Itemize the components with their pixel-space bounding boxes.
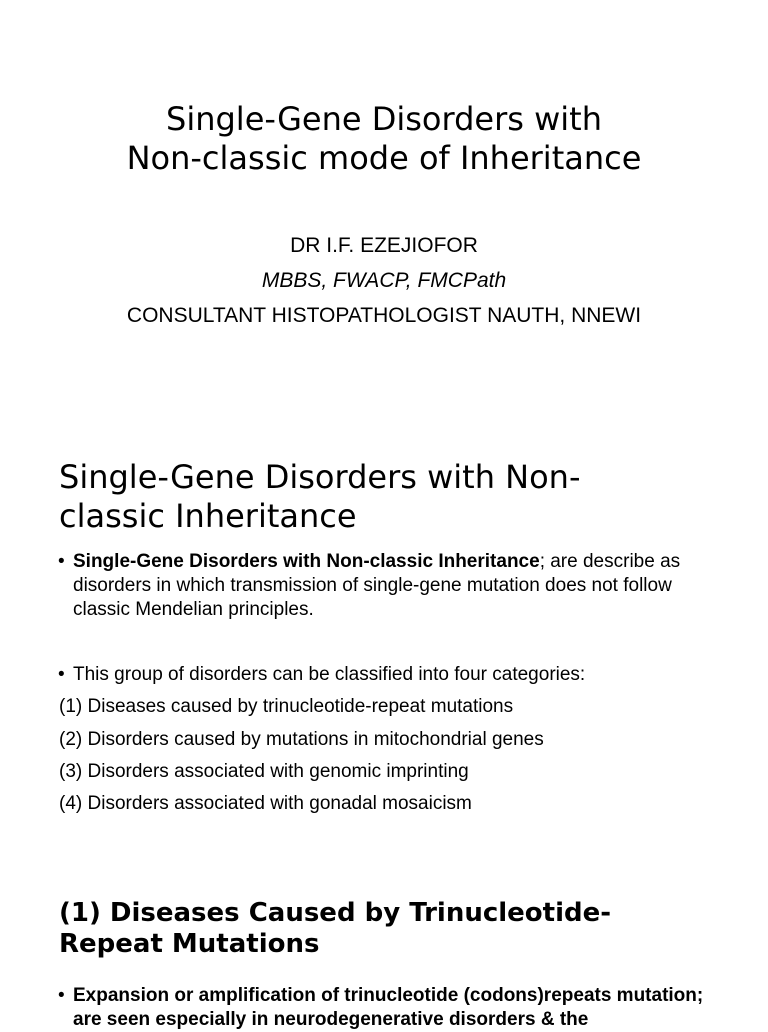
slide3-heading-line-1: (1) Diseases Caused by Trinucleotide-	[59, 898, 612, 928]
slide3-bullet-expansion	[58, 984, 713, 1032]
slide3-heading-line-2: Repeat Mutations	[59, 929, 320, 959]
title-line-2: Non-classic mode of Inheritance	[126, 139, 642, 177]
title-line-1: Single-Gene Disorders with	[166, 100, 602, 138]
presentation-title	[0, 100, 768, 178]
author-position: CONSULTANT HISTOPATHOLOGIST NAUTH, NNEWI	[126, 304, 642, 327]
author-qualifications: MBBS, FWACP, FMCPath	[261, 269, 507, 292]
categories-intro: This group of disorders can be classified into four categories:	[73, 664, 586, 685]
slide2-bullet-categories	[58, 663, 733, 687]
definition-text: ; are describe as disorders in which transmission of single-gene mutation does not follow classic Mendelian principles.	[73, 551, 681, 620]
bullet-icon: •	[58, 985, 65, 1006]
slide2-heading-line-2: classic Inheritance	[59, 497, 357, 535]
slide2-heading-line-1: Single-Gene Disorders with Non-	[59, 458, 581, 496]
bullet-icon: •	[58, 551, 65, 572]
expansion-text: Expansion or amplification of trinucleotide (codons)repeats mutation; are seen especially in neurodegenerative disorders & the	[73, 985, 704, 1030]
definition-term: Single-Gene Disorders with Non-classic Inheritance	[73, 551, 540, 572]
author-block	[0, 228, 768, 333]
author-name: DR I.F. EZEJIOFOR	[290, 234, 478, 257]
category-item-4: (4) Disorders associated with gonadal mosaicism	[59, 793, 472, 814]
category-item-3: (3) Disorders associated with genomic imprinting	[59, 761, 469, 782]
category-item-2: (2) Disorders caused by mutations in mitochondrial genes	[59, 729, 544, 750]
slide2-heading	[59, 458, 749, 536]
category-item-1: (1) Diseases caused by trinucleotide-repeat mutations	[59, 696, 514, 717]
slide3-heading	[59, 898, 759, 960]
slide2-bullet-definition	[58, 550, 733, 622]
bullet-icon: •	[58, 664, 65, 685]
title-slide	[0, 0, 768, 420]
